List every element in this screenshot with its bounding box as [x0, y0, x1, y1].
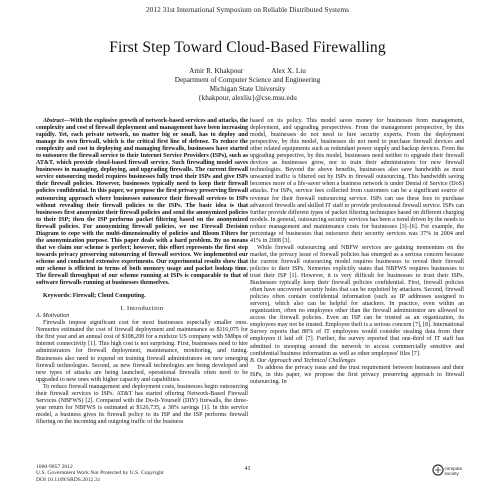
authors	[0, 67, 495, 76]
subsection-heading-motivation: A. Motivation	[36, 313, 70, 320]
footer-copyright-notice: U.S. Government Work Not Protected by U.S. Copyright	[36, 470, 164, 477]
keywords: Keywords: Firewall; Cloud Computing.	[43, 293, 146, 300]
computer-society-logo	[432, 462, 462, 480]
footer-doi: DOI 10.1109/SRDS.2012.31	[36, 476, 101, 483]
author-1: Amir R. Khakpour	[189, 67, 244, 75]
conference-header: 2012 31st International Symposium on Reliable Distributed Systems	[145, 5, 350, 14]
logo-text-computer: computer	[444, 466, 462, 471]
body-paragraph: While firewall outsourcing and NBFW services are gaining momentum on the market, the privacy issue of firewall policies has emerged as a serious concern because the current firewall outsourcing model requires businesses to reveal their firewall policies to their ISPs. Nemertes explicitly states that NBFWS requires businesses to trust their ISP [1]. However, it is very difficult for businesses to trust their ISPs. Businesses typically keep their firewall policies confidential. First, firewall policies often have uncovered security holes that can be exploited by attackers. Second, firewall policies often contain confidential information (such as IP addresses assigned to servers), which also can be helpful for attackers. In practice, even within an organization, often no employees other than the firewall administrator are allowed to access the firewall policies. Even an ISP can be trusted as an organization, its employees may not be trusted. Employee theft is a serious concern [7], [8]. International Survey reports that 88% of IT employees would consider stealing data from their employers if laid off [7]. Further, the survey reported that one-third of IT staff has admitted to snooping around the network to access commercially sensitive and confidential business information as well as other employees' files [7].	[250, 244, 464, 357]
computer-society-logo-icon	[432, 462, 462, 480]
author-emails: {khakpour, alexliu}@cse.msu.edu	[198, 94, 297, 102]
abstract	[36, 118, 248, 287]
section-heading-introduction: I. Introduction	[120, 305, 164, 313]
body-paragraph: Firewalls impose significant cost for most businesses especially smaller ones. Nemertes estimated the cost of firewall deployment and maintenance as $116,075 for the first year and an annual cost of $108,200 for a midsize US company with 5Mbps of Internet connectivity [1]. This high cost is not surprising. First, businesses need to hire administrators for firewall deployment, maintenance, monitoring, and tuning. Businesses also need to expend on training firewall administrators on new emerging firewall technologies. Second, as new firewall technologies are being developed and new types of attacks are being launched, operational firewalls often need to be upgraded to new ones with higher capacity and capabilities.	[36, 320, 248, 383]
body-paragraph: To reduce firewall management and deployment costs, businesses begin outsourcing their firewall services to ISPs. AT&T has started offering Network-Based Firewall Services (NBFWS) [2]. Compared with the Do-It-Yourself (DIY) firewalls, the three-year return for NBFWS is estimated at $126,735, a 38% savings [1]. In this service model, a business gives its firewall policy to its ISP and the ISP performs firewall filtering on the incoming and outgoing traffic of the business	[36, 383, 248, 425]
right-column	[250, 118, 464, 386]
affiliation-department: Department of Computer Science and Engineering	[174, 76, 321, 84]
page-number: 41	[244, 466, 251, 472]
paper-title: First Step Toward Cloud-Based Firewalling	[109, 39, 386, 56]
subsection-heading-approach: B. Our Approach and Technical Challenges	[250, 357, 356, 364]
abstract-text: —With the explosive growth of network-based services and attacks, the complexity and cost of firewall deployment and management have been increasing rapidly. Yet, each private network, no matter big or small, has to deploy and manage its own firewall, which is the critical first line of defense. To reduce the complexity and cost in deploying and managing firewalls, businesses have started to outsource the firewall service to their Internet Service Providers (ISPs), such as AT&T, which provide cloud-based firewall service. Such firewalling model saves businesses in managing, deploying, and upgrading firewalls. The current firewall service outsourcing model requires businesses fully trust their ISPs and give ISPs their firewall policies. However, businesses typically need to keep their firewall policies confidential. In this paper, we propose the first privacy preserving firewall outsourcing approach where businesses outsource their firewall services to ISPs without revealing their firewall policies to the ISPs. The basic idea is that businesses first anonymize their firewall policies and send the anonymized policies to their ISP; then the ISP performs packet filtering based on the anonymized firewall policies. For anonymizing firewall policies, we use Firewall Decision Diagram to cope with the multi-dimensionality of policies and Bloom Filters for the anonymization purpose. This paper deals with a hard problem. By no means that we claim our scheme is perfect; however, this effort represents the first step towards privacy preserving outsourcing of firewall services. We implemented our scheme and conducted extensive experiments. Our experimental results show that our scheme is efficient in terms of both memory usage and packet lookup time. The firewall throughput of our scheme running at ISPs is comparable to that of software firewalls running at businesses themselves.	[36, 118, 248, 287]
left-column	[36, 118, 248, 426]
body-paragraph: To address the privacy issue and the trust requirement between businesses and their ISPs, in this paper, we propose the first privacy preserving approach to firewall outsourcing. In	[250, 364, 464, 385]
body-paragraph: based on its policy. This model saves money for businesses from management, deployment, and upgrading perspectives. From the management perspective, by this model, businesses do not need to hire security experts. From the deployment perspective, by this model, businesses do not need to purchase firewall devices and other related equipments such as redundant power supply and backup devices. From the upgrading perspective, by this model, businesses need neither to upgrade their firewall devices as businesses grow, nor to train their administrators for new firewall technologies. Beyond the above benefits, businesses also save bandwidth as most unwanted traffic is filtered out by ISPs in firewall outsourcing. This bandwidth saving becomes more of a life-saver when a business network is under Denial of Service (DoS) attacks. For ISPs, service fees collected from customers can be a significant source of revenue for their firewall outsourcing service. ISPs can use these fees to purchase advanced firewalls and skilled IT staff to provide professional firewall service. ISPs can further provide different types of packet filtering techniques based on different charging models. In general, outsourcing security services has been a trend driven by the needs to reduce management and maintenance costs for businesses [3]–[6]. For example, the percentage of businesses that outsource their security services was 37% in 2004 and 41% in 2008 [3].	[250, 118, 464, 244]
author-2: Alex X. Liu	[271, 67, 306, 75]
logo-text-society: society	[444, 471, 459, 476]
footer-issn: 1060-9857 2012	[36, 464, 73, 470]
abstract-label: Abstract	[43, 118, 64, 124]
affiliation-university: Michigan State University	[209, 85, 286, 93]
